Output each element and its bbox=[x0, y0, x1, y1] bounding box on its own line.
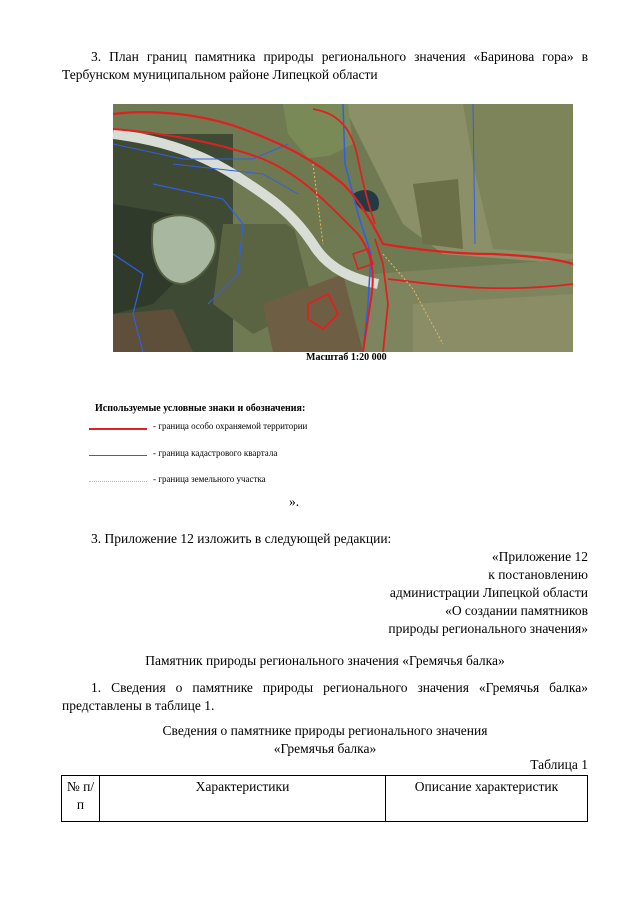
map-scale-label: Масштаб 1:20 000 bbox=[306, 352, 387, 363]
header-cell-description: Описание характеристик bbox=[386, 776, 588, 822]
legend-item-protected bbox=[89, 421, 389, 435]
header-cell-number: № п/п bbox=[62, 776, 100, 822]
appendix-header-line: «О создании памятников bbox=[445, 603, 588, 618]
legend-label: - граница земельного участка bbox=[153, 474, 266, 484]
table-caption-line-1: Сведения о памятнике природы регионального значения bbox=[162, 723, 488, 738]
satellite-map bbox=[113, 104, 573, 352]
section3-title: 3. План границ памятника природы регионального значения «Баринова гора» в Тербунском муниципальном районе Липецкой области bbox=[62, 49, 588, 82]
legend-label: - граница особо охраняемой территории bbox=[153, 421, 308, 431]
legend-label: - граница кадастрового квартала bbox=[153, 448, 278, 458]
appendix-header-line: природы регионального значения» bbox=[388, 621, 588, 636]
legend-title: Используемые условные знаки и обозначения: bbox=[95, 403, 306, 414]
legend-item-land-plot bbox=[89, 474, 389, 488]
instruction-text: 3. Приложение 12 изложить в следующей редакции: bbox=[91, 531, 392, 546]
table-caption-line-2: «Гремячья балка» bbox=[273, 741, 377, 756]
info-table bbox=[61, 775, 588, 822]
appendix-header-line: «Приложение 12 bbox=[491, 549, 588, 564]
orange-dotted-line-icon bbox=[89, 481, 147, 482]
monument-title: Памятник природы регионального значения «Гремячья балка» bbox=[145, 653, 505, 668]
legend-item-cadastral bbox=[89, 448, 389, 462]
red-line-icon bbox=[89, 428, 147, 430]
header-cell-characteristics: Характеристики bbox=[100, 776, 386, 822]
appendix-header-line: к постановлению bbox=[488, 567, 588, 582]
closing-quote: ». bbox=[289, 494, 300, 509]
blue-line-icon bbox=[89, 455, 147, 456]
table-label: Таблица 1 bbox=[530, 757, 588, 772]
paragraph-1: 1. Сведения о памятнике природы регионального значения «Гремячья балка» представлены в таблице 1. bbox=[62, 680, 588, 713]
table-header-row bbox=[62, 776, 588, 822]
appendix-header-line: администрации Липецкой области bbox=[389, 585, 588, 600]
